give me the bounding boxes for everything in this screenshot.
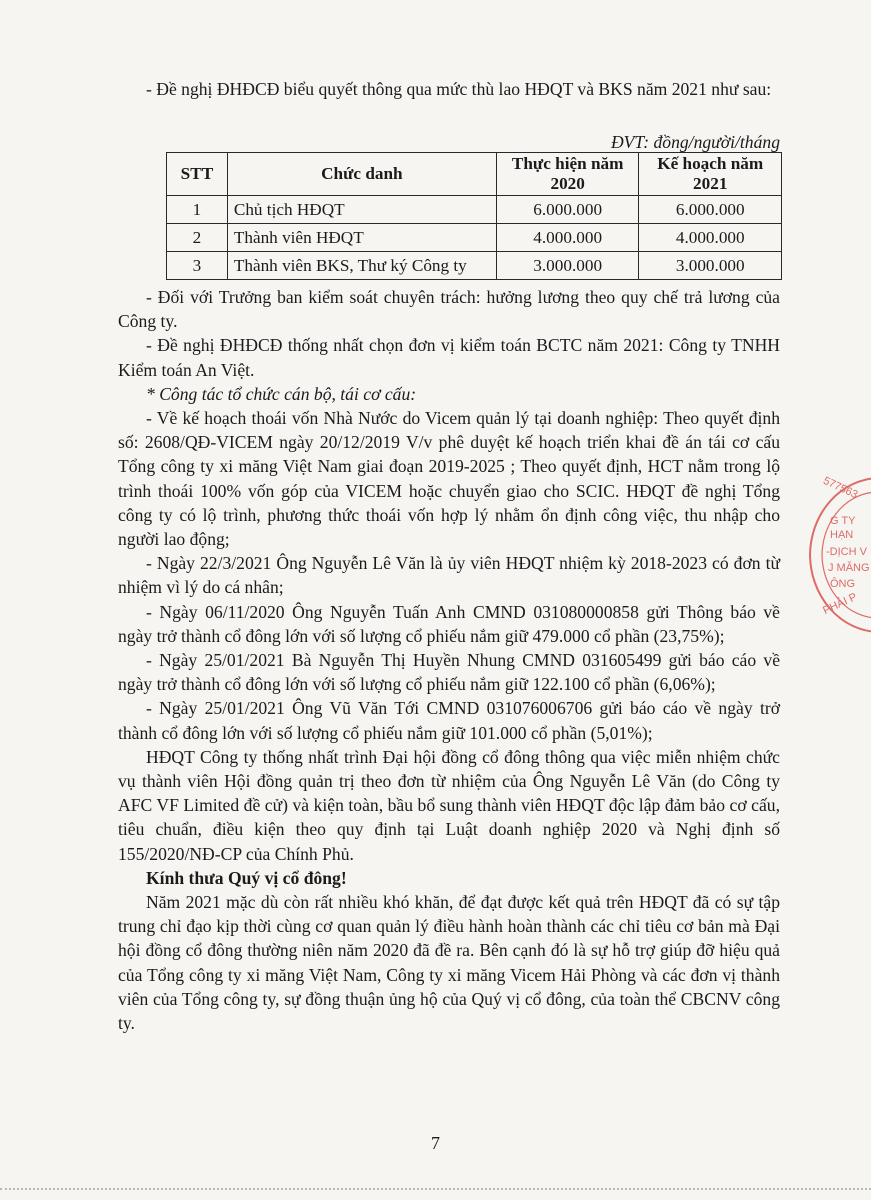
remuneration-table [166,152,782,280]
table-header-row [167,153,782,196]
scan-edge-divider [0,1188,871,1194]
intro-block [118,77,780,101]
paragraph-shareholder-2: - Ngày 25/01/2021 Bà Nguyễn Thị Huyền Nhung CMND 031605499 gửi báo cáo về ngày trở thành cổ đông lớn với số lượng cổ phiếu nắm giữ 122.100 cổ phần (6,06%); [118,650,780,695]
row-actual-2020: 6.000.000 [496,196,639,224]
unit-label: ĐVT: đồng/người/tháng [610,132,780,152]
page-number: 7 [431,1133,440,1153]
seal-text: ÔNG [830,578,856,590]
seal-text: 577563 [821,474,860,502]
paragraph-supervisor-salary: - Đối với Trưởng ban kiểm soát chuyên trách: hưởng lương theo quy chế trả lương của Công ty. [118,287,780,332]
seal-text: PHẢI P [821,590,859,618]
row-position: Thành viên HĐQT [227,224,496,252]
row-stt: 2 [167,224,228,252]
row-actual-2020: 3.000.000 [496,252,639,280]
header-actual-2020: Thực hiện năm 2020 [496,153,639,196]
intro-paragraph: - Đề nghị ĐHĐCĐ biểu quyết thông qua mức thù lao HĐQT và BKS năm 2021 như sau: [146,79,772,99]
table-row [167,196,782,224]
row-position: Chủ tịch HĐQT [227,196,496,224]
company-seal-stamp [800,470,871,640]
paragraph-shareholder-3: - Ngày 25/01/2021 Ông Vũ Văn Tới CMND 031076006706 gửi báo cáo về ngày trở thành cổ đông lớn với số lượng cổ phiếu nắm giữ 101.000 cổ phần (5,01%); [118,698,780,743]
seal-text: -DỊCH V [826,546,867,558]
row-stt: 1 [167,196,228,224]
row-stt: 3 [167,252,228,280]
paragraph-shareholder-1: - Ngày 06/11/2020 Ông Nguyễn Tuấn Anh CMND 031080000858 gửi Thông báo về ngày trở thành cổ đông lớn với số lượng cổ phiếu nắm giữ 479.000 cổ phần (23,75%); [118,601,780,646]
seal-text: HẠN [830,529,854,541]
greeting-heading: Kính thưa Quý vị cổ đông! [146,867,347,888]
paragraph-auditor: - Đề nghị ĐHĐCĐ thống nhất chọn đơn vị kiểm toán BCTC năm 2021: Công ty TNHH Kiểm toán An Việt. [118,335,780,380]
paragraph-divestment: - Về kế hoạch thoái vốn Nhà Nước do Vicem quản lý tại doanh nghiệp: Theo quyết định số: 2608/QĐ-VICEM ngày 20/12/2019 V/v phê duyệt kế hoạch triển khai đề án tái cơ cấu Tổng công ty xi măng Việt Nam giai đoạn 2019-2025 ; Theo quyết định, HCT nằm trong lộ trình thoái 100% vốn góp của VICEM hoặc chuyển giao cho SCIC. HĐQT đề nghị Tổng công ty có lộ trình, phương thức thoái vốn hợp lý nhằm ổn định công việc, thu nhập cho người lao động; [118,408,780,550]
row-position: Thành viên BKS, Thư ký Công ty [227,252,496,280]
row-plan-2021: 4.000.000 [639,224,782,252]
paragraph-board-proposal: HĐQT Công ty thống nhất trình Đại hội đồng cổ đông thông qua việc miễn nhiệm chức vụ thành viên Hội đồng quản trị theo đơn từ nhiệm của Ông Nguyễn Lê Văn (do Công ty AFC VF Limited đề cử) và kiện toàn, bầu bổ sung thành viên HĐQT độc lập đảm bảo cơ cấu, tiêu chuẩn, điều kiện theo quy định tại Luật doanh nghiệp 2020 và Nghị định số 155/2020/NĐ-CP của Chính Phủ. [118,746,780,864]
paragraph-resignation: - Ngày 22/3/2021 Ông Nguyễn Lê Văn là ủy viên HĐQT nhiệm kỳ 2018-2023 có đơn từ nhiệm vì lý do cá nhân; [118,553,780,598]
row-plan-2021: 6.000.000 [639,196,782,224]
seal-text: J MĂNG [828,562,870,574]
header-position: Chức danh [227,153,496,196]
seal-text: G TY [830,515,856,527]
paragraph-closing: Năm 2021 mặc dù còn rất nhiều khó khăn, để đạt được kết quả trên HĐQT đã có sự tập trung chỉ đạo kịp thời cùng cơ quan quản lý điều hành hoàn thành các chỉ tiêu cơ bản mà Đại hội đồng cổ đông thường niên năm 2020 đã đề ra. Bên cạnh đó là sự hỗ trợ giúp đỡ hiệu quả của Tổng công ty xi măng Việt Nam, Công ty xi măng Vicem Hải Phòng và các đơn vị thành viên của Tổng công ty, sự đồng thuận ủng hộ của Quý vị cổ đông, của toàn thể CBCNV công ty. [118,892,780,1034]
section-heading-restructure: * Công tác tổ chức cán bộ, tái cơ cấu: [146,383,417,404]
table-row [167,224,782,252]
body-text [118,285,780,1035]
row-plan-2021: 3.000.000 [639,252,782,280]
row-actual-2020: 4.000.000 [496,224,639,252]
table-row [167,252,782,280]
header-stt: STT [167,153,228,196]
header-plan-2021: Kế hoạch năm 2021 [639,153,782,196]
